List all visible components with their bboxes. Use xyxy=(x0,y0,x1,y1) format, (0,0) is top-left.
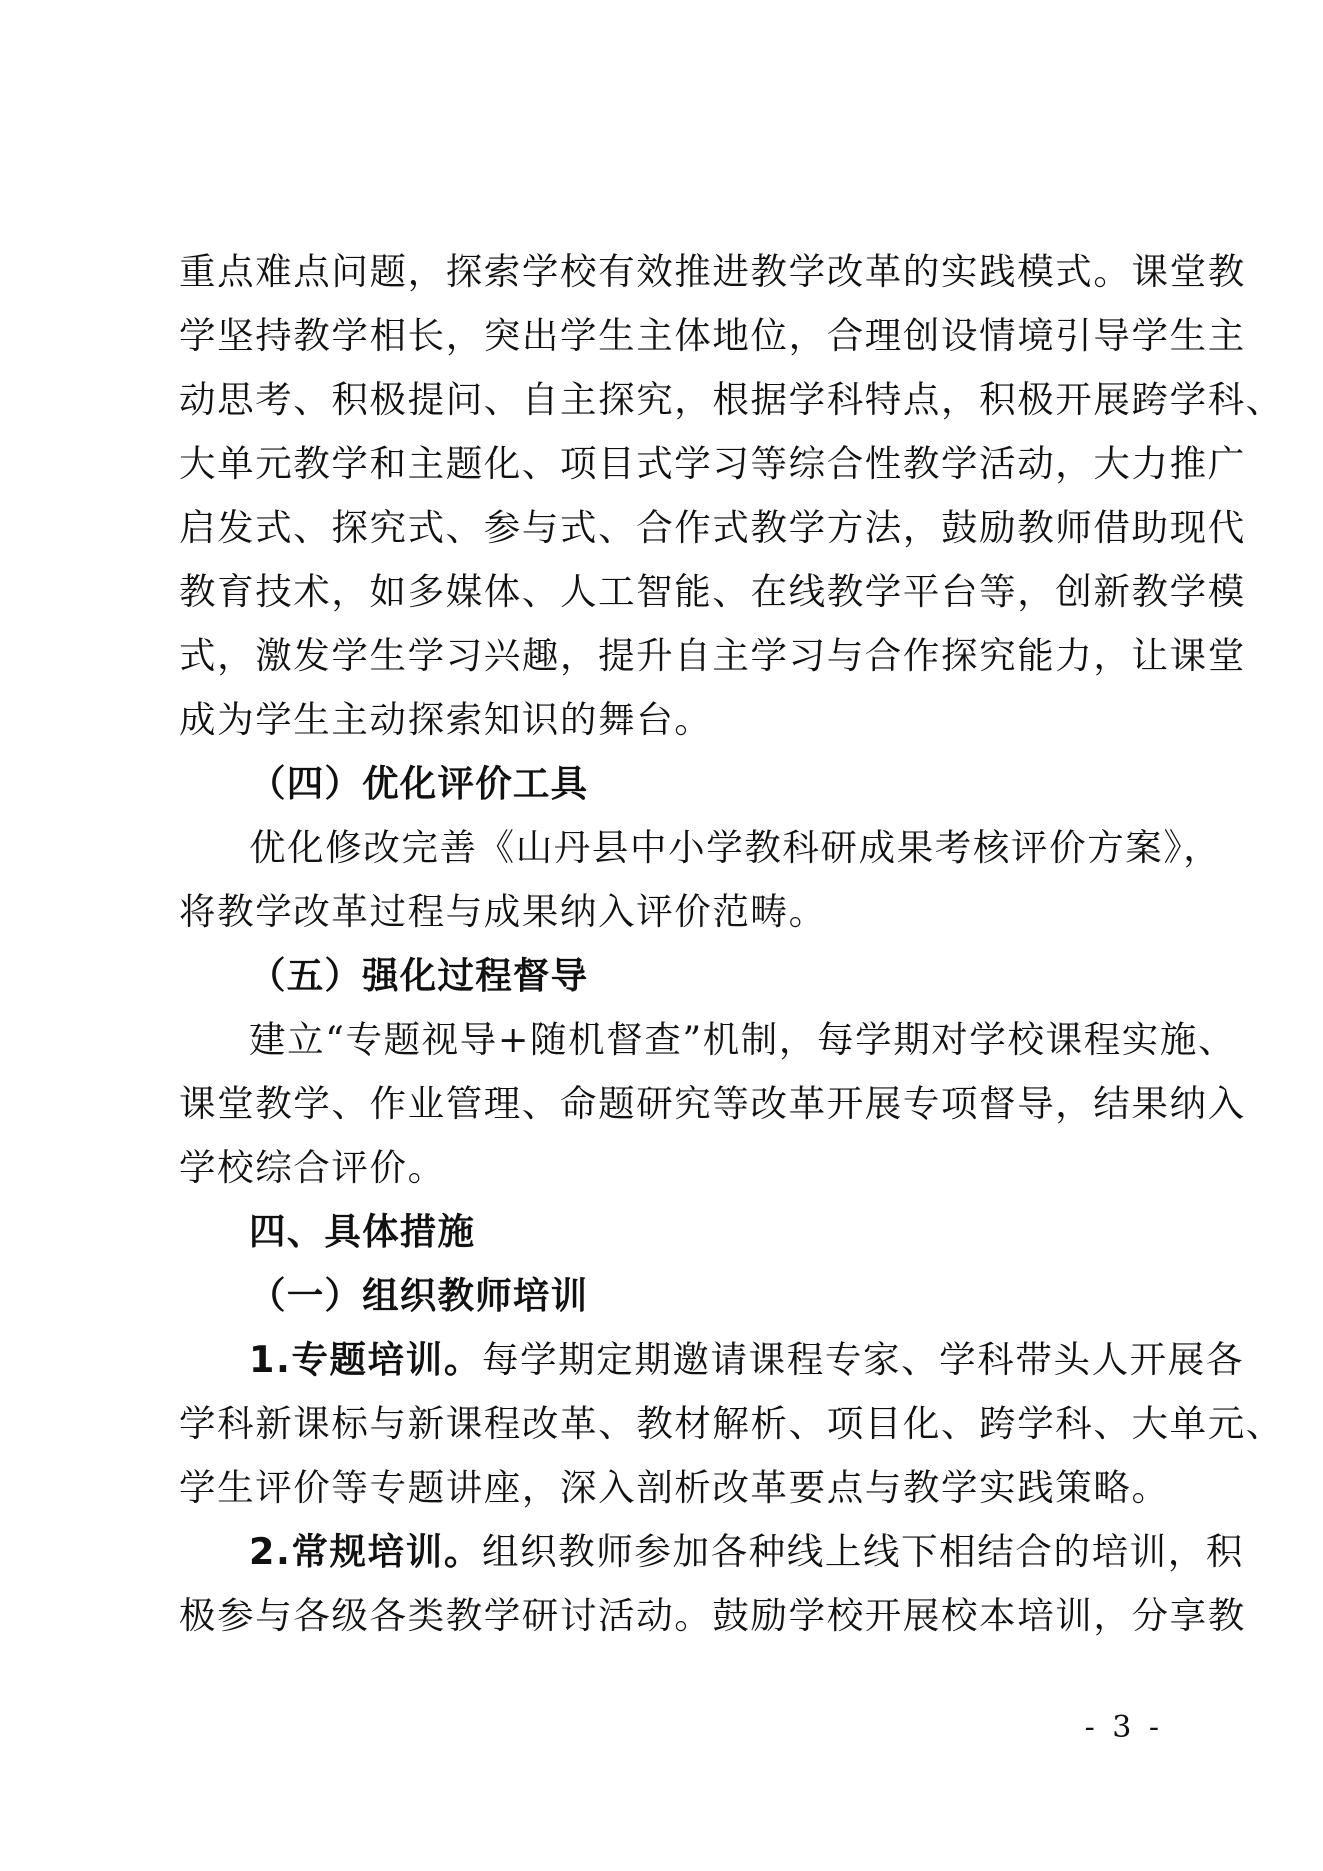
text-line: 极参与各级各类教学研讨活动。鼓励学校开展校本培训，分享教 xyxy=(179,1594,1246,1637)
item-text: 组织教师参加各种线上线下相结合的培训，积 xyxy=(481,1530,1244,1573)
text-line: 学科新课标与新课程改革、教材解析、项目化、跨学科、大单元、 xyxy=(179,1402,1284,1445)
document-body xyxy=(179,240,1284,1648)
text-line: 成为学生主动探索知识的舞台。 xyxy=(179,698,713,741)
item-text: 每学期定期邀请课程专家、学科带头人开展各 xyxy=(481,1338,1244,1381)
text-line: 优化修改完善《山丹县中小学教科研成果考核评价方案》， xyxy=(249,826,1222,869)
text-line: 学校综合评价。 xyxy=(179,1146,446,1189)
text-line: 学坚持教学相长，突出学生主体地位，合理创设情境引导学生主 xyxy=(179,314,1246,357)
item-lead: 2.常规培训。 xyxy=(249,1530,482,1573)
text-line xyxy=(179,1328,1244,1392)
text-line: 将教学改革过程与成果纳入评价范畴。 xyxy=(179,890,827,933)
text-line: 建立“专题视导+随机督查”机制，每学期对学校课程实施、 xyxy=(249,1018,1237,1061)
section-heading-measures: 四、具体措施 xyxy=(249,1210,476,1253)
page-number: - 3 - xyxy=(1084,1710,1163,1745)
text-line: 学生评价等专题讲座，深入剖析改革要点与教学实践策略。 xyxy=(179,1466,1170,1509)
item-lead: 1.专题培训。 xyxy=(249,1338,482,1381)
text-line: 课堂教学、作业管理、命题研究等改革开展专项督导，结果纳入 xyxy=(179,1082,1246,1125)
text-line: 式，激发学生学习兴趣，提升自主学习与合作探究能力，让课堂 xyxy=(179,634,1246,677)
text-line: 启发式、探究式、参与式、合作式教学方法，鼓励教师借助现代 xyxy=(179,506,1246,549)
subsection-heading-four: （四）优化评价工具 xyxy=(249,762,589,805)
text-line: 重点难点问题，探索学校有效推进教学改革的实践模式。课堂教 xyxy=(179,250,1246,293)
text-line: 动思考、积极提问、自主探究，根据学科特点，积极开展跨学科、 xyxy=(179,378,1284,421)
text-line: 大单元教学和主题化、项目式学习等综合性教学活动，大力推广 xyxy=(179,442,1246,485)
subsection-heading-five: （五）强化过程督导 xyxy=(249,954,589,997)
text-line: 教育技术，如多媒体、人工智能、在线教学平台等，创新教学模 xyxy=(179,570,1246,613)
subsection-heading-one: （一）组织教师培训 xyxy=(249,1274,589,1317)
text-line xyxy=(179,1520,1244,1584)
